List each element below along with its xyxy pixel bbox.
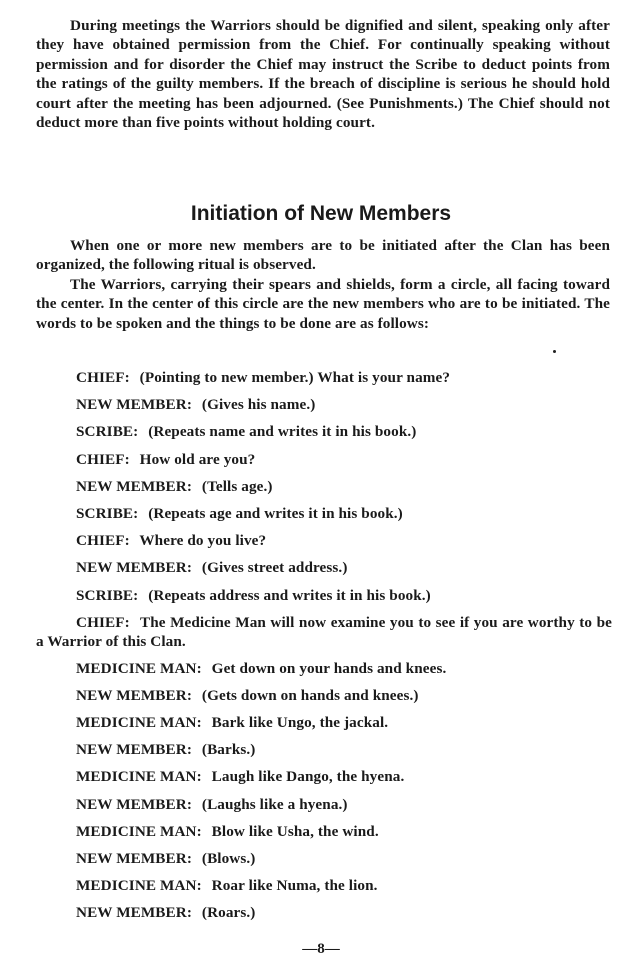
dialogue-line <box>36 395 612 414</box>
speaker-label: NEW MEMBER: <box>76 396 192 414</box>
dialogue-line <box>36 740 612 759</box>
dialogue-line <box>36 368 612 387</box>
paragraph-1: When one or more new members are to be initiated after the Clan has been organized, the following ritual is observed. <box>36 237 610 274</box>
dialogue-line <box>36 903 612 922</box>
spoken-text: (Pointing to new member.) What is your name? <box>139 369 451 386</box>
speaker-label: MEDICINE MAN: <box>76 659 202 677</box>
spoken-text: (Repeats age and writes it in his book.) <box>148 505 403 523</box>
dialogue-line <box>36 422 612 441</box>
speaker-label: SCRIBE: <box>76 586 139 604</box>
dialogue-line <box>36 795 612 814</box>
dialogue-line <box>36 531 612 550</box>
dialogue-line <box>36 822 612 841</box>
speaker-label: NEW MEMBER: <box>76 559 192 577</box>
spoken-text: (Repeats name and writes it in his book.) <box>148 423 417 441</box>
speaker-label: NEW MEMBER: <box>76 904 192 922</box>
dialogue-line <box>36 686 612 705</box>
dialogue-line <box>36 876 612 895</box>
spoken-text: How old are you? <box>139 450 256 468</box>
spoken-text: (Blows.) <box>201 850 256 868</box>
speaker-label: CHIEF: <box>76 613 130 631</box>
spoken-text: Get down on your hands and knees. <box>211 659 447 677</box>
dialogue-line <box>36 767 612 786</box>
dialogue-line <box>36 504 612 523</box>
spoken-text: (Roars.) <box>201 904 256 922</box>
speaker-label: CHIEF: <box>76 450 130 468</box>
speaker-label: MEDICINE MAN: <box>76 768 202 786</box>
section-heading: Initiation of New Members <box>190 202 452 225</box>
paragraph-2: The Warriors, carrying their spears and shields, form a circle, all facing toward the center. In the center of this circle are the new members who are to be initiated. The words to be spoken and the things to be done are as follows: <box>36 276 610 332</box>
intro-paragraph: During meetings the Warriors should be dignified and silent, speaking only after they have obtained permission from the Chief. For continually speaking without permission and for disorder the Chief may instruct the Scribe to deduct points from the ratings of the guilty members. If the breach of discipline is serious he should hold court after the meeting has been adjourned. (See Punishments.) The Chief should not deduct more than five points without holding court. <box>36 17 610 132</box>
spoken-text: Laugh like Dango, the hyena. <box>211 768 405 786</box>
spoken-text: Roar like Numa, the lion. <box>211 877 378 895</box>
spoken-text: Where do you live? <box>139 532 267 550</box>
speck-mark <box>553 350 556 353</box>
dialogue-line <box>36 713 612 732</box>
speaker-label: NEW MEMBER: <box>76 850 192 868</box>
dialogue-line <box>36 659 612 678</box>
speaker-label: CHIEF: <box>76 532 130 550</box>
speaker-label: NEW MEMBER: <box>76 795 192 813</box>
dialogue-line <box>36 849 612 868</box>
speaker-label: MEDICINE MAN: <box>76 877 202 895</box>
speaker-label: CHIEF: <box>76 369 130 386</box>
dialogue-line <box>36 450 612 469</box>
dialogue-list <box>36 368 612 931</box>
dialogue-line <box>36 613 612 652</box>
speaker-label: SCRIBE: <box>76 505 139 523</box>
speaker-label: MEDICINE MAN: <box>76 714 202 732</box>
spoken-text: (Gives his name.) <box>201 396 316 414</box>
spoken-text: (Barks.) <box>201 741 256 759</box>
spoken-text: (Repeats address and writes it in his book.) <box>148 586 431 604</box>
dialogue-line <box>36 558 612 577</box>
dialogue-line <box>36 477 612 496</box>
spoken-text: (Tells age.) <box>201 477 273 495</box>
spoken-text: (Gets down on hands and knees.) <box>201 686 419 704</box>
dialogue-line <box>36 586 612 605</box>
spoken-text: (Laughs like a hyena.) <box>201 795 348 813</box>
spoken-text: Bark like Ungo, the jackal. <box>211 714 389 732</box>
speaker-label: MEDICINE MAN: <box>76 822 202 840</box>
spoken-text: Blow like Usha, the wind. <box>211 822 379 840</box>
speaker-label: SCRIBE: <box>76 423 139 441</box>
speaker-label: NEW MEMBER: <box>76 686 192 704</box>
speaker-label: NEW MEMBER: <box>76 741 192 759</box>
spoken-text: The Medicine Man will now examine you to see if you are worthy to be a Warrior of this Clan. <box>36 613 612 651</box>
spoken-text: (Gives street address.) <box>201 559 348 577</box>
speaker-label: NEW MEMBER: <box>76 477 192 495</box>
page-number: —8— <box>302 941 340 957</box>
